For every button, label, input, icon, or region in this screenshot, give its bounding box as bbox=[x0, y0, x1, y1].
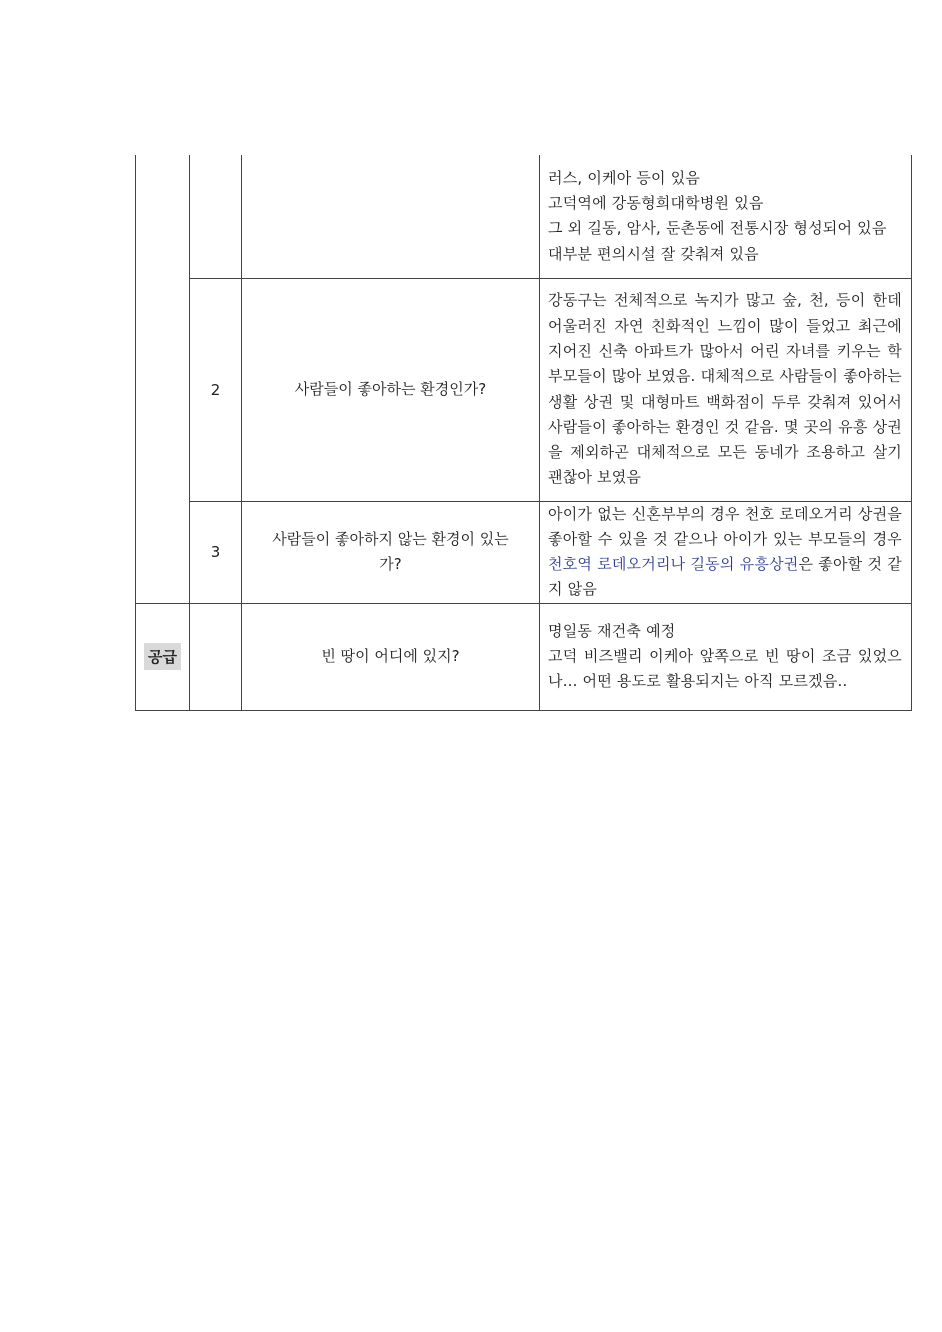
question-cell bbox=[242, 155, 540, 278]
answer-text: 강동구는 전체적으로 녹지가 많고 숲, 천, 등이 한데 어울러진 자연 친화적인 느낌이 많이 들었고 최근에 지어진 신축 아파트가 많아서 어린 자녀를 키우는 학부모들이 많아 보였음. 대체적으로 사람들이 좋아하는 생활 상권 및 대형마트 백화점이 두루 갖춰져 있어서 사람들이 좋아하는 환경인 것 같음. 몇 곳의 유흥 상권을 제외하곤 대체적으로 모든 동네가 조용하고 살기 괜찮아 보였음 bbox=[548, 291, 902, 487]
table-row bbox=[136, 155, 912, 278]
row-number-cell bbox=[190, 155, 242, 278]
answer-text-part: 은 좋아할 것 같지 않음 bbox=[548, 555, 902, 599]
question-text: 사람들이 좋아하는 환경인가? bbox=[242, 278, 540, 501]
survey-table bbox=[135, 155, 912, 711]
answer-text-part: 아이가 없는 신혼부부의 경우 천호 로데오거리 상권을 좋아할 수 있을 것 같으나 아이가 있는 부모들의 경우 bbox=[548, 504, 902, 548]
answer-text bbox=[548, 502, 902, 603]
answer-line: 그 외 길동, 암사, 둔촌동에 전통시장 형성되어 있음 bbox=[548, 219, 887, 238]
answer-cell bbox=[540, 603, 912, 710]
highlighted-text: 천호역 로데오거리나 길동의 유흥상권 bbox=[548, 555, 799, 574]
row-number: 2 bbox=[190, 278, 242, 501]
row-number: 3 bbox=[190, 501, 242, 603]
row-number bbox=[190, 603, 242, 710]
answer-line: 고덕 비즈밸리 이케아 앞쪽으로 빈 땅이 조금 있었으나... 어떤 용도로 활용되지는 아직 모르겠음.. bbox=[548, 647, 902, 691]
answer-line: 대부분 편의시설 잘 갖춰져 있음 bbox=[548, 244, 759, 263]
table-row bbox=[136, 603, 912, 710]
answer-cell bbox=[540, 501, 912, 603]
table-row bbox=[136, 278, 912, 501]
category-cell-empty bbox=[136, 155, 190, 603]
category-cell bbox=[136, 603, 190, 710]
answer-line: 명일동 재건축 예정 bbox=[548, 621, 676, 640]
question-text: 사람들이 좋아하지 않는 환경이 있는가? bbox=[242, 501, 540, 603]
question-text: 빈 땅이 어디에 있지? bbox=[242, 603, 540, 710]
answer-line: 고덕역에 강동형희대학병원 있음 bbox=[548, 193, 764, 212]
category-label: 공급 bbox=[144, 643, 181, 670]
answer-cell bbox=[540, 155, 912, 278]
answer-line: 러스, 이케아 등이 있음 bbox=[548, 168, 701, 187]
table-row bbox=[136, 501, 912, 603]
answer-cell bbox=[540, 278, 912, 501]
